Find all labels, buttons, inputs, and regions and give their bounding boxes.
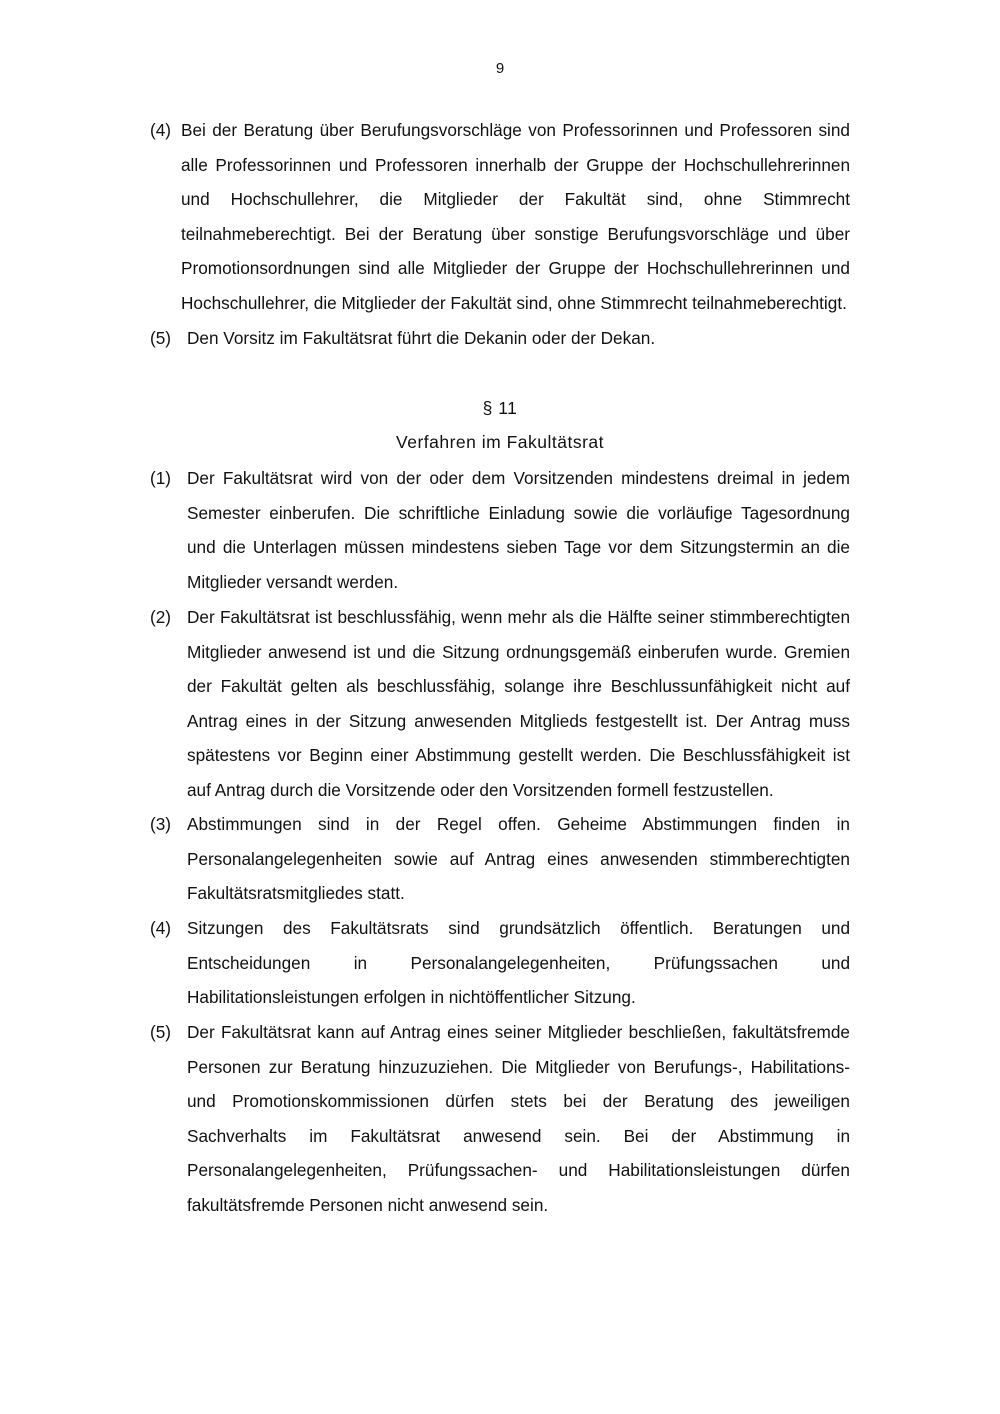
section-paragraph-5 (150, 1015, 850, 1223)
paragraph-4-top (150, 113, 850, 321)
section-title: Verfahren im Fakultätsrat (396, 432, 604, 452)
paragraph-text: Der Fakultätsrat wird von der oder dem Vorsitzenden mindestens dreimal in jedem Semester einberufen. Die schriftliche Einladung sowie die vorläufige Tagesordnung und die Unterlagen müssen mindestens sieben Tage vor dem Sitzungstermin an die Mitglieder versandt werden. (187, 468, 850, 592)
paragraph-number: (5) (150, 1022, 172, 1042)
paragraph-number: (2) (150, 607, 172, 627)
page-number: 9 (495, 60, 505, 77)
paragraph-text: Bei der Beratung über Berufungsvorschläge von Professorinnen und Professoren sind alle Professorinnen und Professoren innerhalb der Gruppe der Hochschullehrerinnen und Hochschullehrer, die Mitglieder der Fakultät sind, ohne Stimmrecht teilnahmeberechtigt. Bei der Beratung über sonstige Berufungsvorschläge und über Promotionsordnungen sind alle Mitglieder der Gruppe der Hochschullehrerinnen und Hochschullehrer, die Mitglieder der Fakultät sind, ohne Stimmrecht teilnahmeberechtigt. (181, 120, 850, 313)
paragraph-number: (4) (150, 918, 172, 938)
section-paragraph-4 (150, 911, 850, 1015)
section-paragraph-1 (150, 461, 850, 599)
paragraph-5-top (150, 321, 850, 356)
section-paragraph-2 (150, 600, 850, 808)
paragraph-text: Abstimmungen sind in der Regel offen. Geheime Abstimmungen finden in Personalangelegenheiten sowie auf Antrag eines anwesenden stimmberechtigten Fakultätsratsmitgliedes statt. (187, 814, 850, 904)
section-symbol: § 11 (482, 398, 518, 418)
paragraph-text: Der Fakultätsrat kann auf Antrag eines seiner Mitglieder beschließen, fakultätsfremde Personen zur Beratung hinzuzuziehen. Die Mitglieder von Berufungs-, Habilitations- und Promotionskommissionen dürfen stets bei der Beratung des jeweiligen Sachverhalts im Fakultätsrat anwesend sein. Bei der Abstimmung in Personalangelegenheiten, Prüfungssachen- und Habilitationsleistungen dürfen fakultätsfremde Personen nicht anwesend sein. (187, 1022, 850, 1215)
section-paragraph-3 (150, 807, 850, 911)
paragraph-text: Sitzungen des Fakultätsrats sind grundsätzlich öffentlich. Beratungen und Entscheidungen in Personalangelegenheiten, Prüfungssachen und Habilitationsleistungen erfolgen in nichtöffentlicher Sitzung. (187, 918, 850, 1008)
paragraph-number: (1) (150, 468, 172, 488)
paragraph-number: (5) (150, 328, 172, 348)
paragraph-text: Den Vorsitz im Fakultätsrat führt die Dekanin oder der Dekan. (187, 328, 656, 348)
paragraph-number: (3) (150, 814, 172, 834)
paragraph-text: Der Fakultätsrat ist beschlussfähig, wenn mehr als die Hälfte seiner stimmberechtigten Mitglieder anwesend ist und die Sitzung ordnungsgemäß einberufen wurde. Gremien der Fakultät gelten als beschlussfähig, solange ihre Beschlussunfähigkeit nicht auf Antrag eines in der Sitzung anwesenden Mitglieds festgestellt ist. Der Antrag muss spätestens vor Beginn einer Abstimmung gestellt werden. Die Beschlussfähigkeit ist auf Antrag durch die Vorsitzende oder den Vorsitzenden formell festzustellen. (187, 607, 850, 800)
paragraph-number: (4) (150, 120, 172, 140)
